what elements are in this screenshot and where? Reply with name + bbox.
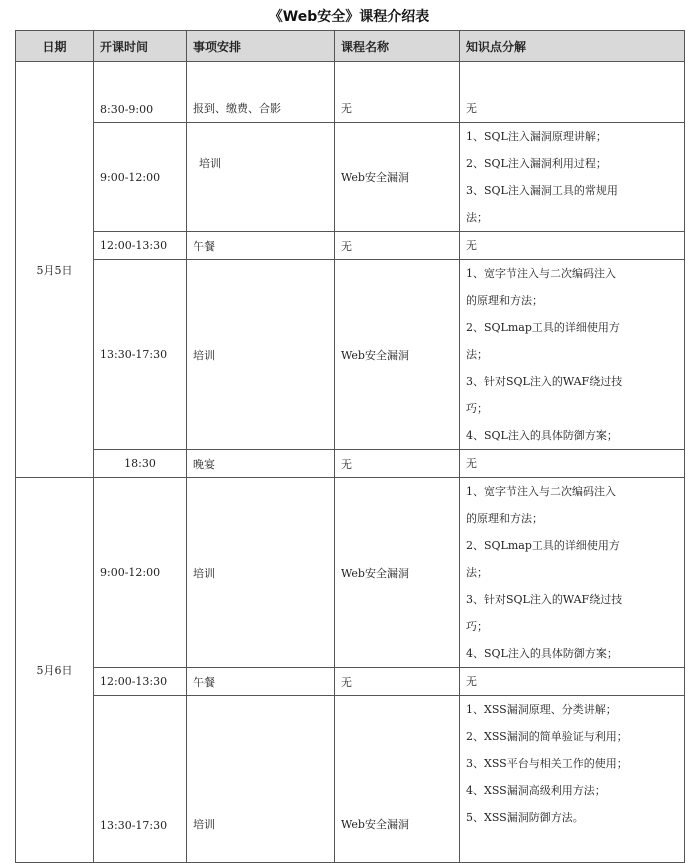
task-cell: 培训 bbox=[187, 478, 335, 668]
header-time: 开课时间 bbox=[94, 31, 187, 62]
header-row bbox=[16, 31, 685, 62]
table-row bbox=[16, 123, 685, 232]
course-cell: Web安全漏洞 bbox=[335, 123, 460, 232]
time-cell: 13:30-17:30 bbox=[94, 696, 187, 863]
task-cell: 培训 bbox=[187, 696, 335, 863]
date-text: 5月5日 bbox=[36, 263, 73, 277]
knowledge-cell: 无 bbox=[460, 232, 685, 260]
course-cell: 无 bbox=[335, 232, 460, 260]
header-task: 事项安排 bbox=[187, 31, 335, 62]
task-cell: 培训 bbox=[187, 260, 335, 450]
table-row bbox=[16, 696, 685, 863]
course-cell: 无 bbox=[335, 62, 460, 123]
course-cell: Web安全漏洞 bbox=[335, 478, 460, 668]
knowledge-cell: 1、SQL注入漏洞原理讲解； 2、SQL注入漏洞利用过程； 3、SQL注入漏洞工具的常规用 法； bbox=[460, 123, 685, 232]
time-cell: 12:00-13:30 bbox=[94, 668, 187, 696]
table-row bbox=[16, 232, 685, 260]
time-cell: 12:00-13:30 bbox=[94, 232, 187, 260]
time-cell: 9:00-12:00 bbox=[94, 478, 187, 668]
header-date: 日期 bbox=[16, 31, 94, 62]
task-cell: 午餐 bbox=[187, 668, 335, 696]
course-cell: 无 bbox=[335, 450, 460, 478]
course-cell: Web安全漏洞 bbox=[335, 696, 460, 863]
time-cell: 9:00-12:00 bbox=[94, 123, 187, 232]
knowledge-cell: 无 bbox=[460, 668, 685, 696]
knowledge-cell: 1、宽字节注入与二次编码注入 的原理和方法； 2、SQLmap工具的详细使用方 法； 3、针对SQL注入的WAF绕过技 巧； 4、SQL注入的具体防御方案； bbox=[460, 478, 685, 668]
task-cell: 晚宴 bbox=[187, 450, 335, 478]
knowledge-cell: 1、XSS漏洞原理、分类讲解； 2、XSS漏洞的简单验证与利用； 3、XSS平台与相关工作的使用； 4、XSS漏洞高级利用方法； 5、XSS漏洞防御方法。 bbox=[460, 696, 685, 863]
time-cell: 18:30 bbox=[94, 450, 187, 478]
table-row bbox=[16, 260, 685, 450]
knowledge-cell: 无 bbox=[460, 62, 685, 123]
date-cell bbox=[16, 62, 94, 478]
knowledge-cell: 1、宽字节注入与二次编码注入 的原理和方法； 2、SQLmap工具的详细使用方 法； 3、针对SQL注入的WAF绕过技 巧； 4、SQL注入的具体防御方案； bbox=[460, 260, 685, 450]
header-course: 课程名称 bbox=[335, 31, 460, 62]
document-title: 《Web安全》课程介绍表 bbox=[268, 9, 430, 25]
table-row bbox=[16, 668, 685, 696]
time-cell: 13:30-17:30 bbox=[94, 260, 187, 450]
task-cell: 培训 bbox=[187, 123, 335, 232]
task-cell: 午餐 bbox=[187, 232, 335, 260]
date-cell bbox=[16, 478, 94, 863]
table-row bbox=[16, 478, 685, 668]
course-cell: 无 bbox=[335, 668, 460, 696]
date-text: 5月6日 bbox=[36, 664, 73, 677]
knowledge-cell: 无 bbox=[460, 450, 685, 478]
table-row bbox=[16, 450, 685, 478]
header-knowledge: 知识点分解 bbox=[460, 31, 685, 62]
task-cell: 报到、缴费、合影 bbox=[187, 62, 335, 123]
time-cell: 8:30-9:00 bbox=[94, 62, 187, 123]
course-schedule-table bbox=[15, 30, 685, 863]
table-row bbox=[16, 62, 685, 123]
course-cell: Web安全漏洞 bbox=[335, 260, 460, 450]
